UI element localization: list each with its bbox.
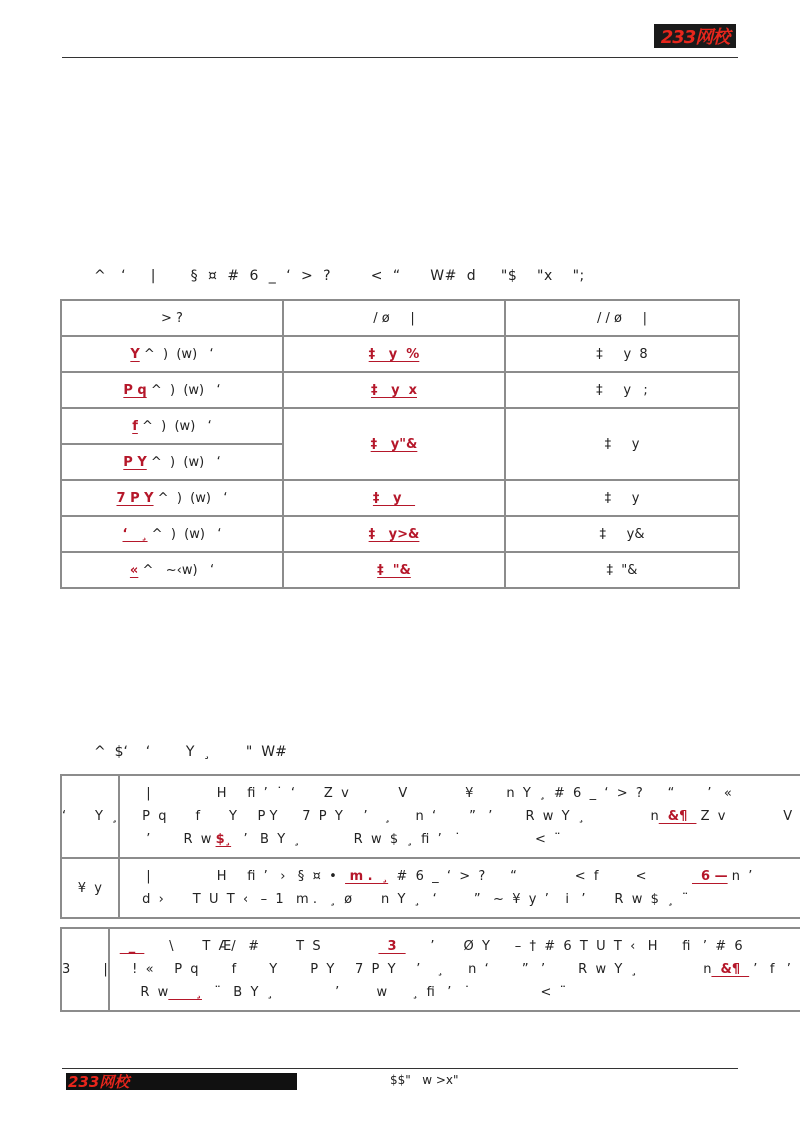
footer-logo-text: 233网校 (68, 1073, 130, 1091)
highlight-text: f (132, 418, 138, 434)
row-label-cell (61, 444, 283, 480)
text-run: ’ B Y ¸ R w $ ¸ fi ’ ˙ < ¨ (231, 832, 561, 847)
highlight-text: ‡ y>& (368, 526, 420, 542)
highlight-text: ¸ (168, 985, 202, 1000)
row-label-cell (61, 408, 283, 444)
table-row (61, 858, 800, 918)
row-label-text: ^ ) (w) ‘ (147, 526, 222, 542)
row-label-cell (61, 516, 283, 552)
row-label-text: ^ ) (w) ‘ (153, 490, 228, 506)
text-line (130, 828, 792, 851)
header-rule (62, 57, 738, 58)
row-label-cell (61, 336, 283, 372)
table-row (61, 552, 739, 588)
highlight-text: ‘ ¸ (122, 526, 148, 542)
highlight-text: 6 — (691, 869, 728, 884)
row-label-text: ^ ) (w) ‘ (137, 418, 212, 434)
text-line (130, 888, 792, 911)
highlight-text: « (129, 562, 139, 578)
text-run: # 6 _ ‘ > ? “ < f < (388, 869, 692, 884)
row-label-cell (61, 552, 283, 588)
explanation-table (60, 774, 800, 919)
rate-cell (283, 516, 505, 552)
text-run: | H fi ’ › § ¤ • (129, 869, 346, 884)
note-table (60, 927, 800, 1012)
header-cell: > ? (61, 300, 283, 336)
highlight-text: P Y (123, 454, 147, 470)
row-label-cell: ‘ Y ¸ (61, 775, 119, 858)
table-row (61, 480, 739, 516)
table-row (61, 336, 739, 372)
section-heading: ^ $‘ ‘ Y ¸ " W# (94, 744, 287, 760)
brand-logo-header: 233网校 (654, 24, 736, 48)
text-run: ’ R w (129, 832, 216, 847)
table-row (61, 408, 739, 444)
rate-cell: ‡ y (505, 408, 739, 480)
text-line (130, 805, 792, 828)
table-header-row (61, 300, 739, 336)
text-run: R w (119, 985, 169, 1000)
highlight-text: 3 (378, 939, 406, 954)
table-row (61, 372, 739, 408)
highlight-text: m . ¸ (345, 869, 389, 884)
rate-cell (283, 372, 505, 408)
brand-logo-footer (66, 1073, 297, 1090)
rate-cell (283, 408, 505, 480)
row-label-text: ^ ~‹w) ‘ (138, 562, 215, 578)
highlight-text: ‡ y (372, 490, 416, 506)
text-run: ! « P q f Y P Y 7 P Y ’ ¸ n ‘ ” ’ R w Y ¸ n (119, 962, 712, 977)
highlight-text: ‡ y % (368, 346, 420, 362)
highlight-text: ‡ y"& (370, 436, 418, 452)
text-run: ’ f ’ (749, 962, 791, 977)
rate-cell: ‡ y ; (505, 372, 739, 408)
rate-cell (283, 480, 505, 516)
rate-cell: ‡ y& (505, 516, 739, 552)
text-cell (109, 928, 800, 1011)
row-label-cell: ¥ y (61, 858, 119, 918)
text-line (120, 981, 791, 1004)
text-run: ¨ B Y ¸ ’ w ¸ fi ’ ˙ < ¨ (201, 985, 567, 1000)
text-run: ’ Ø Y – † # 6 T U T ‹ H fi ’ # 6 (405, 939, 743, 954)
rate-table (60, 299, 740, 589)
text-line (120, 935, 791, 958)
text-cell (119, 775, 800, 858)
highlight-text: ‡ y x (371, 382, 417, 398)
text-cell (119, 858, 800, 918)
rate-cell: ‡ y 8 (505, 336, 739, 372)
rate-cell (283, 552, 505, 588)
highlight-text: P q (123, 382, 147, 398)
row-label-cell (61, 480, 283, 516)
text-run: \ T Æ/ # T S (144, 939, 379, 954)
table-row (61, 775, 800, 858)
table-row (61, 928, 800, 1011)
header-cell: / / ø | (505, 300, 739, 336)
row-label-text: ^ ) (w) ‘ (139, 346, 214, 362)
highlight-text: &¶ (658, 809, 697, 824)
row-label-text: ^ ) (w) ‘ (146, 454, 221, 470)
intro-paragraph: ^ ‘ | § ¤ # 6 _ ‘ > ? < “ W# d "$ "x "; (94, 268, 585, 284)
text-line (120, 958, 791, 981)
page-footer-text: $$" w >x" (390, 1073, 459, 1087)
rate-cell: ‡ y (505, 480, 739, 516)
footer-rule (62, 1068, 738, 1069)
row-label-text: ^ ) (w) ‘ (146, 382, 221, 398)
highlight-text: 7 P Y (116, 490, 154, 506)
text-run: n ’ (727, 869, 753, 884)
text-run: P q f Y P Y 7 P Y ’ ¸ n ‘ ” ’ R w Y ¸ n (129, 809, 659, 824)
header-cell: / ø | (283, 300, 505, 336)
text-run: Z v V (696, 809, 793, 824)
text-line (130, 782, 792, 805)
text-line (130, 865, 792, 888)
text-run: d › T U T ‹ – 1 m . ¸ ø n Y ¸ ‘ ” ~ ¥ y ’ i ’ R w $ ¸ ¨ (129, 892, 689, 907)
highlight-text: _ (119, 939, 145, 954)
row-label-cell (61, 372, 283, 408)
text-run: | H fi ’ ˙ ‘ Z v V ¥ n Y ¸ # 6 _ ‘ > ? “ ’ « (129, 786, 732, 801)
highlight-text: ‡ "& (377, 562, 411, 578)
highlight-text: Y (130, 346, 140, 362)
rate-cell: ‡ "& (505, 552, 739, 588)
highlight-text: &¶ (711, 962, 750, 977)
table-row (61, 516, 739, 552)
row-label-cell: 3 | (61, 928, 109, 1011)
rate-cell (283, 336, 505, 372)
highlight-text: $¸ (215, 832, 232, 847)
